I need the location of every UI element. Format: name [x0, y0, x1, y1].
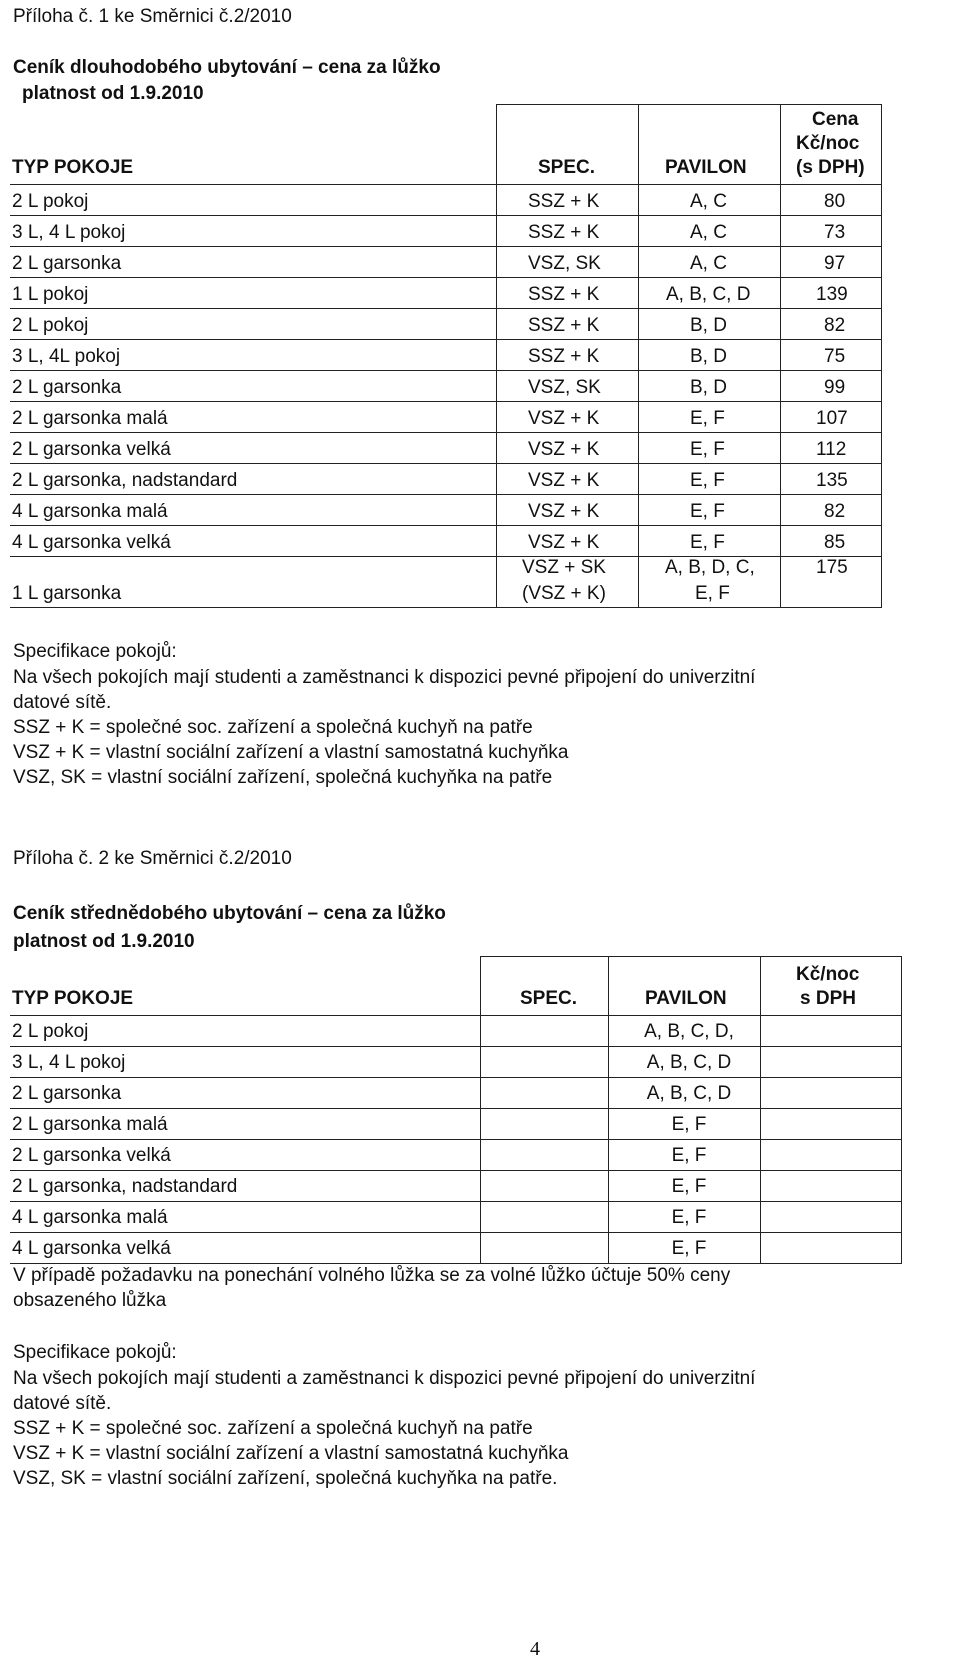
cell-type: 3 L, 4 L pokoj [12, 1052, 126, 1073]
spec-line: Na všech pokojích mají studenti a zaměstnanci k dispozici pevné připojení do univerzitní [13, 1368, 756, 1389]
cell-spec: VSZ, SK [528, 253, 601, 274]
cell-spec: VSZ, SK [528, 377, 601, 398]
cell-price: 97 [824, 253, 846, 274]
cell-type: 2 L garsonka, nadstandard [12, 1176, 238, 1197]
cell-pavilon: E, F [690, 439, 725, 460]
t1-bottom-rule [10, 607, 881, 608]
spec-line: SSZ + K = společné soc. zařízení a společná kuchyň na patře [13, 1418, 533, 1439]
cell-pavilon: A, C [690, 191, 727, 212]
cell-pavilon: A, C [690, 222, 727, 243]
cell-type: 2 L pokoj [12, 1021, 89, 1042]
cell-type: 3 L, 4 L pokoj [12, 222, 126, 243]
cell-spec-l1: VSZ + SK [522, 557, 606, 578]
cell-pavilon: A, B, C, D, [644, 1021, 734, 1042]
t1-row-rule [10, 432, 881, 433]
cell-type: 2 L garsonka [12, 1083, 122, 1104]
col-header-type: TYP POKOJE [12, 988, 134, 1009]
page-number: 4 [530, 1638, 540, 1660]
cell-price: 139 [816, 284, 848, 305]
cell-spec: VSZ + K [528, 532, 600, 553]
t1-row-rule [10, 339, 881, 340]
t1-row-rule [10, 308, 881, 309]
t2-row-rule [10, 1139, 901, 1140]
t1-row-rule [10, 246, 881, 247]
col-header-type: TYP POKOJE [12, 157, 134, 178]
cell-spec: SSZ + K [528, 284, 600, 305]
t2-row-rule [10, 1201, 901, 1202]
cell-pavilon: E, F [671, 1114, 707, 1135]
cell-price: 73 [824, 222, 846, 243]
col-header-price-l1: Cena [812, 109, 859, 130]
spec-1-heading: Specifikace pokojů: [13, 641, 177, 662]
cell-type: 2 L garsonka velká [12, 1145, 171, 1166]
cell-type: 4 L garsonka velká [12, 532, 171, 553]
cell-pavilon: E, F [690, 532, 725, 553]
cell-type: 2 L garsonka, nadstandard [12, 470, 238, 491]
cell-price: 112 [816, 439, 847, 460]
cell-type: 2 L garsonka velká [12, 439, 171, 460]
t1-vline-1 [496, 104, 497, 608]
col-header-price-l2: Kč/noc [796, 133, 860, 154]
cell-spec: SSZ + K [528, 222, 600, 243]
cell-pavilon: E, F [671, 1238, 707, 1259]
t1-vline-2 [638, 104, 639, 608]
cell-type: 1 L pokoj [12, 284, 89, 305]
spec-line: VSZ + K = vlastní sociální zařízení a vlastní samostatná kuchyňka [13, 742, 569, 763]
cell-type: 4 L garsonka malá [12, 501, 168, 522]
t2-vline-1 [480, 956, 481, 1264]
note-line: V případě požadavku na ponechání volného lůžka se za volné lůžko účtuje 50% ceny [13, 1265, 731, 1286]
cell-price: 99 [824, 377, 846, 398]
cell-price: 107 [816, 408, 848, 429]
t1-vline-3 [780, 104, 781, 608]
t2-row-rule [10, 1232, 901, 1233]
spec-line: VSZ, SK = vlastní sociální zařízení, společná kuchyňka na patře [13, 767, 553, 788]
t2-vline-3 [760, 956, 761, 1264]
cell-price: 175 [816, 557, 848, 578]
t1-row-rule [10, 525, 881, 526]
t1-row-rule [10, 463, 881, 464]
spec-2-heading: Specifikace pokojů: [13, 1342, 177, 1363]
cell-pavilon: E, F [690, 408, 725, 429]
t1-row-rule [10, 401, 881, 402]
t1-top-rule [496, 104, 881, 105]
cell-type: 2 L pokoj [12, 191, 89, 212]
cell-pavilon: E, F [671, 1176, 707, 1197]
spec-line: SSZ + K = společné soc. zařízení a společná kuchyň na patře [13, 717, 533, 738]
cell-spec: VSZ + K [528, 501, 600, 522]
t1-row-rule [10, 370, 881, 371]
cell-type: 2 L garsonka malá [12, 1114, 168, 1135]
col-header-spec: SPEC. [538, 157, 596, 178]
t1-row-rule [10, 215, 881, 216]
price-list-2-title: Ceník střednědobého ubytování – cena za lůžko [13, 903, 446, 924]
t2-bottom-rule [10, 1263, 901, 1264]
spec-line: VSZ, SK = vlastní sociální zařízení, společná kuchyňka na patře. [13, 1468, 558, 1489]
cell-spec: SSZ + K [528, 191, 600, 212]
spec-line: datové sítě. [13, 692, 112, 713]
cell-price: 82 [824, 315, 846, 336]
cell-spec-l2: (VSZ + K) [522, 583, 606, 604]
t2-top-rule [480, 956, 901, 957]
cell-spec: SSZ + K [528, 315, 600, 336]
t1-row-rule [10, 184, 881, 185]
cell-spec: VSZ + K [528, 408, 600, 429]
cell-pavilon: A, C [690, 253, 727, 274]
col-header-pavilon: PAVILON [665, 157, 747, 178]
cell-type: 4 L garsonka velká [12, 1238, 171, 1259]
cell-type: 2 L pokoj [12, 315, 89, 336]
cell-type: 2 L garsonka [12, 253, 122, 274]
note-line: obsazeného lůžka [13, 1290, 167, 1311]
cell-price: 82 [824, 501, 846, 522]
cell-pavilon-l2: E, F [695, 583, 730, 604]
spec-line: VSZ + K = vlastní sociální zařízení a vlastní samostatná kuchyňka [13, 1443, 569, 1464]
cell-type: 2 L garsonka [12, 377, 122, 398]
price-list-1-validity: platnost od 1.9.2010 [22, 83, 204, 104]
annex-1-heading: Příloha č. 1 ke Směrnici č.2/2010 [13, 6, 292, 27]
cell-type: 2 L garsonka malá [12, 408, 168, 429]
cell-pavilon: A, B, C, D [666, 284, 751, 305]
cell-pavilon: A, B, C, D [646, 1083, 732, 1104]
cell-price: 135 [816, 470, 848, 491]
col-header-price-l1: Kč/noc [796, 964, 860, 985]
t2-vline-2 [608, 956, 609, 1264]
col-header-pavilon: PAVILON [645, 988, 727, 1009]
col-header-price-l2: s DPH [800, 988, 856, 1009]
t2-row-rule [10, 1015, 901, 1016]
t2-row-rule [10, 1170, 901, 1171]
cell-type: 4 L garsonka malá [12, 1207, 168, 1228]
cell-price: 85 [824, 532, 846, 553]
t2-row-rule [10, 1108, 901, 1109]
col-header-spec: SPEC. [520, 988, 578, 1009]
spec-line: datové sítě. [13, 1393, 112, 1414]
t2-row-rule [10, 1046, 901, 1047]
cell-pavilon-l1: A, B, D, C, [665, 557, 755, 578]
cell-spec: VSZ + K [528, 439, 600, 460]
cell-pavilon: E, F [671, 1145, 707, 1166]
col-header-price-l3: (s DPH) [796, 157, 865, 178]
cell-spec: VSZ + K [528, 470, 600, 491]
cell-pavilon: B, D [690, 377, 727, 398]
cell-pavilon: E, F [690, 501, 725, 522]
t1-row-rule [10, 494, 881, 495]
cell-pavilon: A, B, C, D [646, 1052, 732, 1073]
t1-vline-4 [881, 104, 882, 608]
annex-2-heading: Příloha č. 2 ke Směrnici č.2/2010 [13, 848, 292, 869]
spec-line: Na všech pokojích mají studenti a zaměstnanci k dispozici pevné připojení do univerzitní [13, 667, 756, 688]
cell-type: 1 L garsonka [12, 583, 122, 604]
price-list-1-title: Ceník dlouhodobého ubytování – cena za lůžko [13, 57, 441, 78]
cell-price: 80 [824, 191, 846, 212]
cell-pavilon: B, D [690, 315, 727, 336]
cell-pavilon: E, F [671, 1207, 707, 1228]
cell-spec: SSZ + K [528, 346, 600, 367]
cell-pavilon: B, D [690, 346, 727, 367]
cell-type: 3 L, 4L pokoj [12, 346, 121, 367]
cell-price: 75 [824, 346, 846, 367]
t2-vline-4 [901, 956, 902, 1264]
t2-row-rule [10, 1077, 901, 1078]
t1-row-rule [10, 277, 881, 278]
cell-pavilon: E, F [690, 470, 725, 491]
price-list-2-validity: platnost od 1.9.2010 [13, 931, 195, 952]
